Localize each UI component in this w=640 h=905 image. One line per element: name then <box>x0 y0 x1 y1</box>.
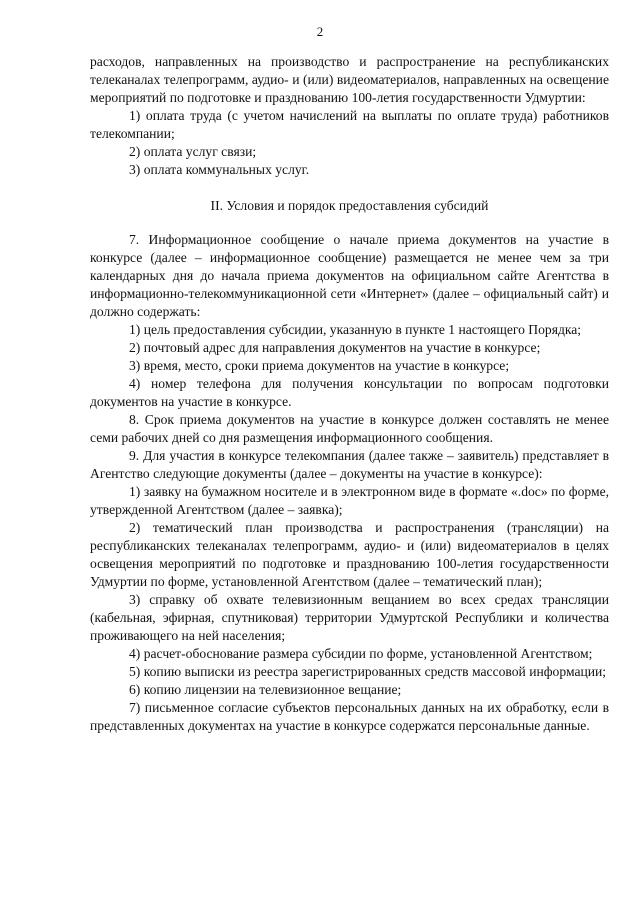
paragraph-clause-7-item-3: 3) время, место, сроки приема документов на участие в конкурсе; <box>129 358 510 373</box>
paragraph-clause-7-item-2: 2) почтовый адрес для направления документов на участие в конкурсе; <box>129 340 541 355</box>
paragraph-item-utilities: 3) оплата коммунальных услуг. <box>129 162 310 177</box>
paragraph-clause-8: 8. Срок приема документов на участие в конкурсе должен составлять не менее семи рабочих дней со дня размещения информационного сообщения. <box>90 412 609 445</box>
paragraph-clause-7-item-1: 1) цель предоставления субсидии, указанную в пункте 1 настоящего Порядка; <box>129 322 582 337</box>
paragraph-clause-9-item-3: 3) справку об охвате телевизионным вещанием во всех средах трансляции (кабельная, эфирная, спутниковая) территории Удмуртской Республики и количества проживающего на ней населения; <box>90 592 609 643</box>
paragraph-clause-9-item-1: 1) заявку на бумажном носителе и в электронном виде в формате «.doc» по форме, утвержденной Агентством (далее – заявка); <box>90 484 609 517</box>
paragraph-clause-7-item-4: 4) номер телефона для получения консультации по вопросам подготовки документов на участие в конкурсе. <box>90 376 609 409</box>
paragraph-item-communication: 2) оплата услуг связи; <box>129 144 257 159</box>
paragraph-expenses-continuation: расходов, направленных на производство и распространение на республиканских телеканалах телепрограмм, аудио- и (или) видеоматериалов, направленных на освещение мероприятий по подготовке и празднованию 100-летия государственности Удмуртии: <box>90 54 609 105</box>
paragraph-clause-9-item-2: 2) тематический план производства и распространения (трансляции) на республиканских телеканалах телепрограмм, аудио- и (или) видеоматериалов в целях освещения мероприятий по подготовке и празднованию 100-летия государственности Удмуртии по форме, установленной Агентством (далее – тематический план); <box>90 520 609 589</box>
paragraph-clause-9-item-6: 6) копию лицензии на телевизионное вещание; <box>129 682 402 697</box>
page-number: 2 <box>316 24 324 39</box>
section-heading: II. Условия и порядок предоставления субсидий <box>210 198 489 213</box>
paragraph-clause-7: 7. Информационное сообщение о начале приема документов на участие в конкурсе (далее – информационное сообщение) размещается не менее чем за три календарных дня до начала приема документов на официальном сайте Агентства в информационно-телекоммуникационной сети «Интернет» (далее – официальный сайт) и должно содержать: <box>90 232 609 319</box>
paragraph-clause-9-item-7: 7) письменное согласие субъектов персональных данных на их обработку, если в представленных документах на участие в конкурсе содержатся персональные данные. <box>90 700 609 733</box>
paragraph-clause-9-item-5: 5) копию выписки из реестра зарегистрированных средств массовой информации; <box>129 664 607 679</box>
document-body <box>90 53 609 735</box>
paragraph-item-labor: 1) оплата труда (с учетом начислений на выплаты по оплате труда) работников телекомпании; <box>90 108 609 141</box>
paragraph-clause-9-item-4: 4) расчет-обоснование размера субсидии по форме, установленной Агентством; <box>129 646 593 661</box>
paragraph-clause-9: 9. Для участия в конкурсе телекомпания (далее также – заявитель) представляет в Агентство следующие документы (далее – документы на участие в конкурсе): <box>90 448 609 481</box>
